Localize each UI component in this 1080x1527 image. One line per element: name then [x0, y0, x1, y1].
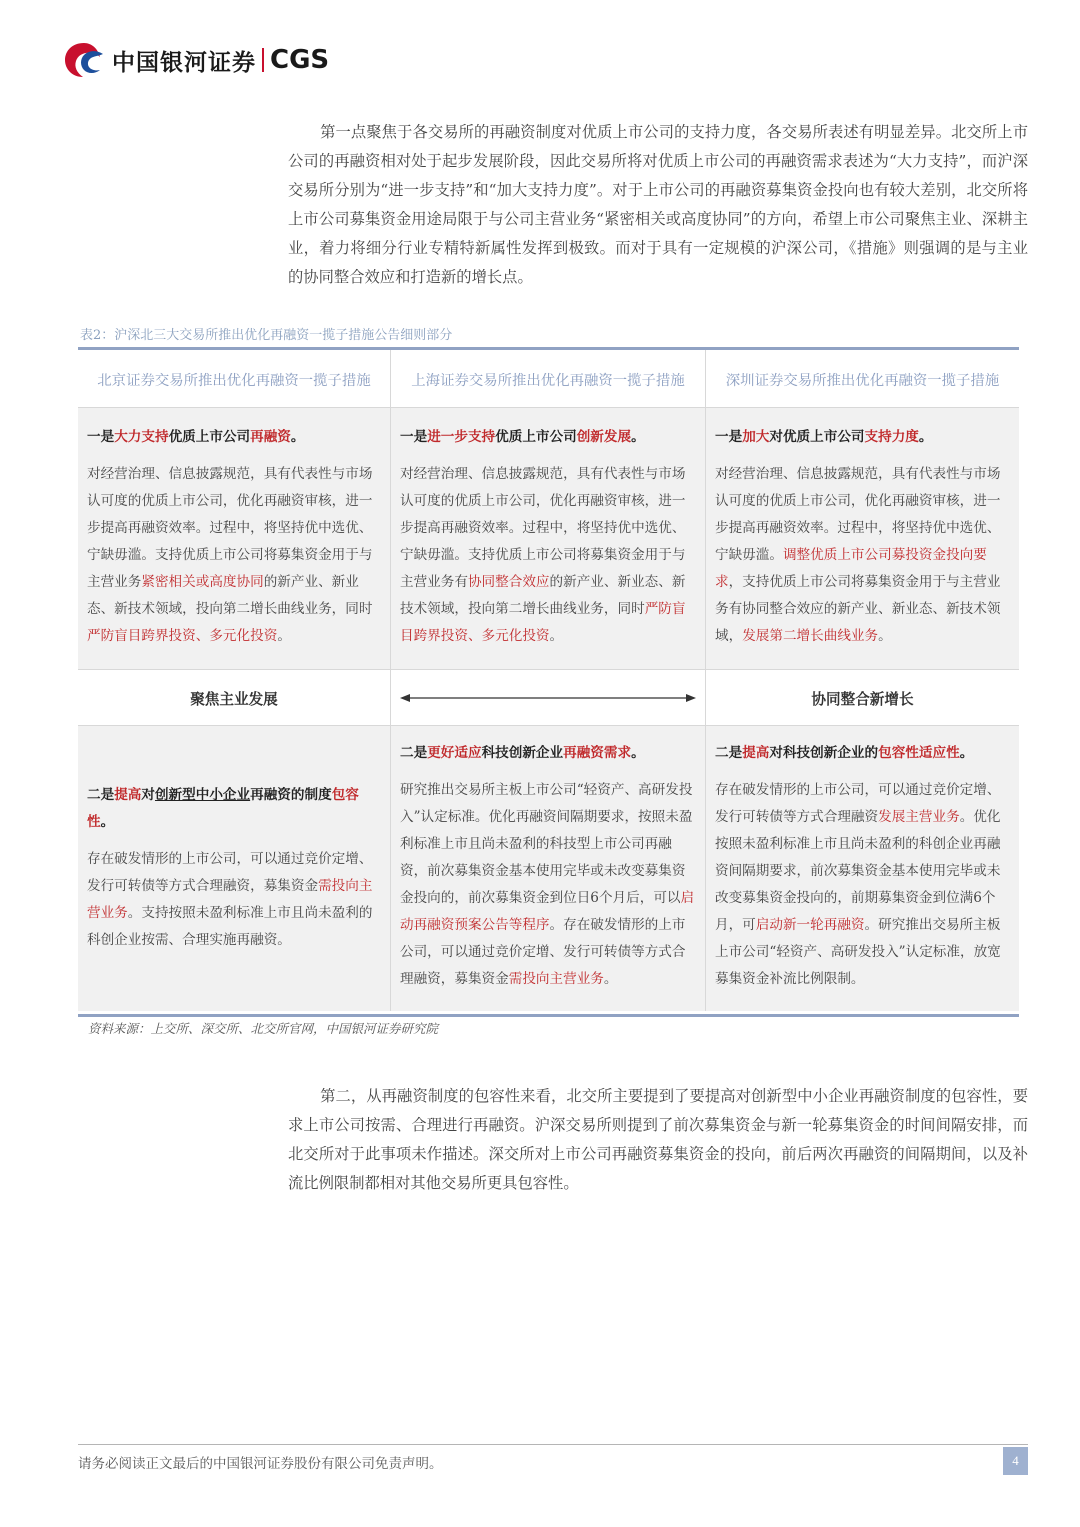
cell-bj-row1-heading: 一是大力支持优质上市公司再融资。	[87, 429, 305, 445]
double-arrow-icon	[398, 692, 698, 704]
brand-separator	[262, 48, 264, 72]
cell-bj-row2	[78, 726, 390, 1011]
brand-logo	[62, 40, 329, 80]
body-paragraph-2: 第二，从再融资制度的包容性来看，北交所主要提到了要提高对创新型中小企业再融资制度的包容性，要求上市公司按需、合理进行再融资。沪深交易所则提到了前次募集资金与新一轮募集资金的时间间隔安排，而北交所对于此事项未作描述。深交所对上市公司再融资募集资金的投向，前后两次再融资的间隔期间，以及补流比例限制都相对其他交易所更具包容性。	[288, 1087, 1028, 1192]
brand-name-cn: 中国银河证券	[112, 49, 256, 76]
brand-name-en: CGS	[270, 45, 330, 75]
table-header-sh: 上海证券交易所推出优化再融资一揽子措施	[391, 350, 705, 408]
cell-bj-row2-heading: 二是提高对创新型中小企业再融资的制度包容性。	[87, 787, 359, 830]
cell-sh-row1-text: 对经营治理、信息披露规范，具有代表性与市场认可度的优质上市公司，优化再融资审核，进一步提高再融资效率。过程中，将坚持优中选优、宁缺毋滥。支持优质上市公司将募集资金用于与主营业务有协同整合效应的新产业、新业态、新技术领域，投向第二增长曲线业务，同时严防盲目跨界投资、多元化投资。	[400, 466, 686, 644]
cell-sz-row1-heading: 一是加大对优质上市公司支持力度。	[715, 429, 933, 445]
cell-sz-row2-heading: 二是提高对科技创新企业的包容性适应性。	[715, 745, 974, 761]
body-paragraph-1: 第一点聚焦于各交易所的再融资制度对优质上市公司的支持力度，各交易所表述有明显差异。北交所上市公司的再融资相对处于起步发展阶段，因此交易所将对优质上市公司的再融资需求表述为“大力支持”，而沪深交易所分别为“进一步支持”和“加大支持力度”。对于上市公司的再融资募集资金投向也有较大差别，北交所将上市公司募集资金用途局限于与公司主营业务“紧密相关或高度协同”的方向，希望上市公司聚焦主业、深耕主业，着力将细分行业专精特新属性发挥到极致。而对于具有一定规模的沪深公司，《措施》则强调的是与主业的协同整合效应和打造新的增长点。	[288, 123, 1028, 286]
comparison-table	[78, 347, 1019, 1017]
footer-disclaimer: 请务必阅读正文最后的中国银河证券股份有限公司免责声明。	[78, 1456, 443, 1472]
middle-label-right: 协同整合新增长	[811, 690, 914, 708]
footer-rule	[78, 1444, 1028, 1445]
page-number: 4	[1003, 1447, 1028, 1475]
cell-sh-row1	[391, 408, 705, 670]
cell-sh-row2-text: 研究推出交易所主板上市公司“轻资产、高研发投入”认定标准。优化再融资间隔期要求，按照未盈利标准上市且尚未盈利的科技型上市公司再融资，前次募集资金基本使用完毕或未改变募集资金投向的，前次募集资金到位日6个月后，可以启动再融资预案公告等程序。存在破发情形的上市公司，可以通过竞价定增、发行可转债等方式合理融资，募集资金需投向主营业务。	[400, 782, 695, 987]
table-divider	[78, 407, 1019, 408]
cell-bj-row2-text: 存在破发情形的上市公司，可以通过竞价定增、发行可转债等方式合理融资，募集资金需投向主营业务。支持按照未盈利标准上市且尚未盈利的科创企业按需、合理实施再融资。	[87, 851, 373, 948]
cell-bj-row1	[78, 408, 390, 670]
cell-sh-row2	[391, 726, 705, 1011]
table-divider	[390, 350, 391, 1011]
cell-sh-row2-heading: 二是更好适应科技创新企业再融资需求。	[400, 745, 645, 761]
middle-label-left: 聚焦主业发展	[190, 690, 278, 708]
cell-sh-row1-heading: 一是进一步支持优质上市公司创新发展。	[400, 429, 645, 445]
table-caption: 表2：沪深北三大交易所推出优化再融资一揽子措施公告细则部分	[80, 328, 453, 343]
table-source: 资料来源：上交所、深交所、北交所官网，中国银河证券研究院	[88, 1021, 439, 1036]
table-divider	[78, 669, 1019, 670]
cell-sz-row2-text: 存在破发情形的上市公司，可以通过竞价定增、发行可转债等方式合理融资发展主营业务。优化按照未盈利标准上市且尚未盈利的科创企业再融资间隔期要求，前次募集资金基本使用完毕或未改变募集资金投向的，前期募集资金到位满6个月，可启动新一轮再融资。研究推出交易所主板上市公司“轻资产、高研发投入”认定标准，放宽募集资金补流比例限制。	[715, 782, 1001, 987]
table-divider	[705, 350, 706, 1011]
table-header-bj: 北京证券交易所推出优化再融资一揽子措施	[78, 350, 390, 408]
table-header-sz: 深圳证券交易所推出优化再融资一揽子措施	[706, 350, 1019, 408]
cell-sz-row1	[706, 408, 1019, 670]
cell-sz-row1-text: 对经营治理、信息披露规范，具有代表性与市场认可度的优质上市公司，优化再融资审核，进一步提高再融资效率。过程中，将坚持优中选优、宁缺毋滥。调整优质上市公司募投资金投向要求，支持优质上市公司将募集资金用于与主营业务有协同整合效应的新产业、新业态、新技术领域，发展第二增长曲线业务。	[715, 466, 1001, 644]
cell-sz-row2	[706, 726, 1019, 1011]
cell-bj-row1-text: 对经营治理、信息披露规范，具有代表性与市场认可度的优质上市公司，优化再融资审核，进一步提高再融资效率。过程中，将坚持优中选优、宁缺毋滥。支持优质上市公司将募集资金用于与主营业务紧密相关或高度协同的新产业、新业态、新技术领域，投向第二增长曲线业务，同时严防盲目跨界投资、多元化投资。	[87, 466, 373, 644]
table-divider	[78, 725, 1019, 726]
cgs-logo-icon	[62, 40, 106, 80]
